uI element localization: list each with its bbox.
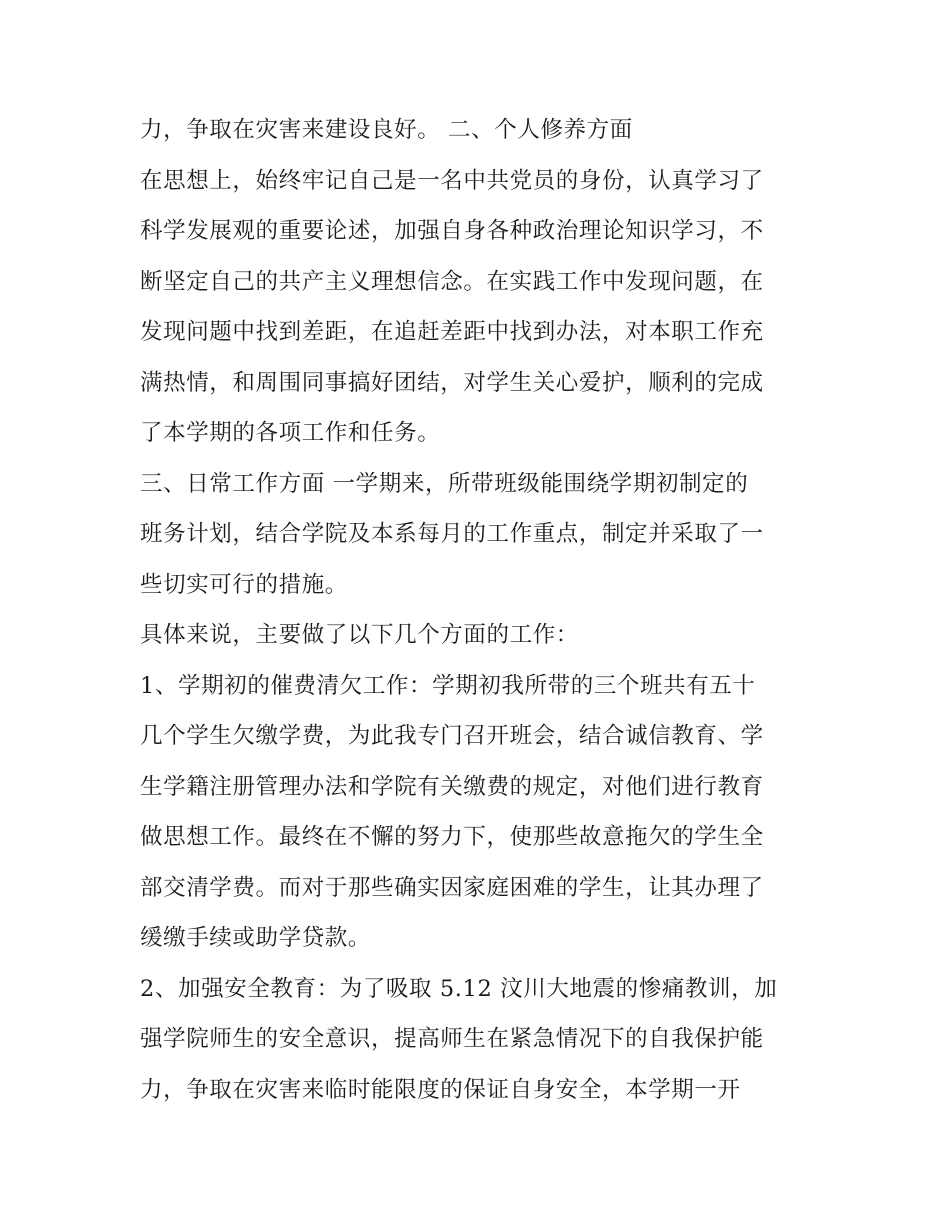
text-line: 班务计划，结合学院及本系每月的工作重点，制定并采取了一 xyxy=(140,521,764,547)
document-body xyxy=(140,105,820,1115)
text-line: 了本学期的各项工作和任务。 xyxy=(140,420,441,446)
text-line: 力，争取在灾害来临时能限度的保证自身安全，本学期一开 xyxy=(140,1076,741,1103)
text-line: 几个学生欠缴学费，为此我专门召开班会，结合诚信教育、学 xyxy=(140,723,764,749)
text-line: 科学发展观的重要论述，加强自身各种政治理论知识学习，不 xyxy=(140,218,764,244)
text-line: 2、加强安全教育：为了吸取 5.12 汶川大地震的惨痛教训，加 xyxy=(140,975,778,1002)
text-line: 在思想上，始终牢记自己是一名中共党员的身份，认真学习了 xyxy=(140,167,764,194)
text-line: 缓缴手续或助学贷款。 xyxy=(140,925,372,951)
text-line: 三、日常工作方面 一学期来，所带班级能围绕学期初制定的 xyxy=(140,470,749,497)
text-line: 强学院师生的安全意识，提高师生在紧急情况下的自我保护能 xyxy=(140,1026,764,1052)
text-line: 力，争取在灾害来建设良好。 二、个人修养方面 xyxy=(140,117,633,143)
text-line: 断坚定自己的共产主义理想信念。在实践工作中发现问题，在 xyxy=(140,268,764,295)
text-line: 生学籍注册管理办法和学院有关缴费的规定，对他们进行教育 xyxy=(140,773,764,800)
text-line: 些切实可行的措施。 xyxy=(140,571,348,598)
text-line: 发现问题中找到差距，在追赶差距中找到办法，对本职工作充 xyxy=(140,319,764,345)
text-line: 1、学期初的催费清欠工作：学期初我所带的三个班共有五十 xyxy=(140,672,756,699)
text-line: 做思想工作。最终在不懈的努力下，使那些故意拖欠的学生全 xyxy=(140,824,764,850)
text-line: 满热情，和周围同事搞好团结，对学生关心爱护，顺利的完成 xyxy=(140,369,764,396)
text-line: 具体来说，主要做了以下几个方面的工作： xyxy=(140,622,579,648)
text-line: 部交清学费。而对于那些确实因家庭困难的学生，让其办理了 xyxy=(140,874,764,901)
